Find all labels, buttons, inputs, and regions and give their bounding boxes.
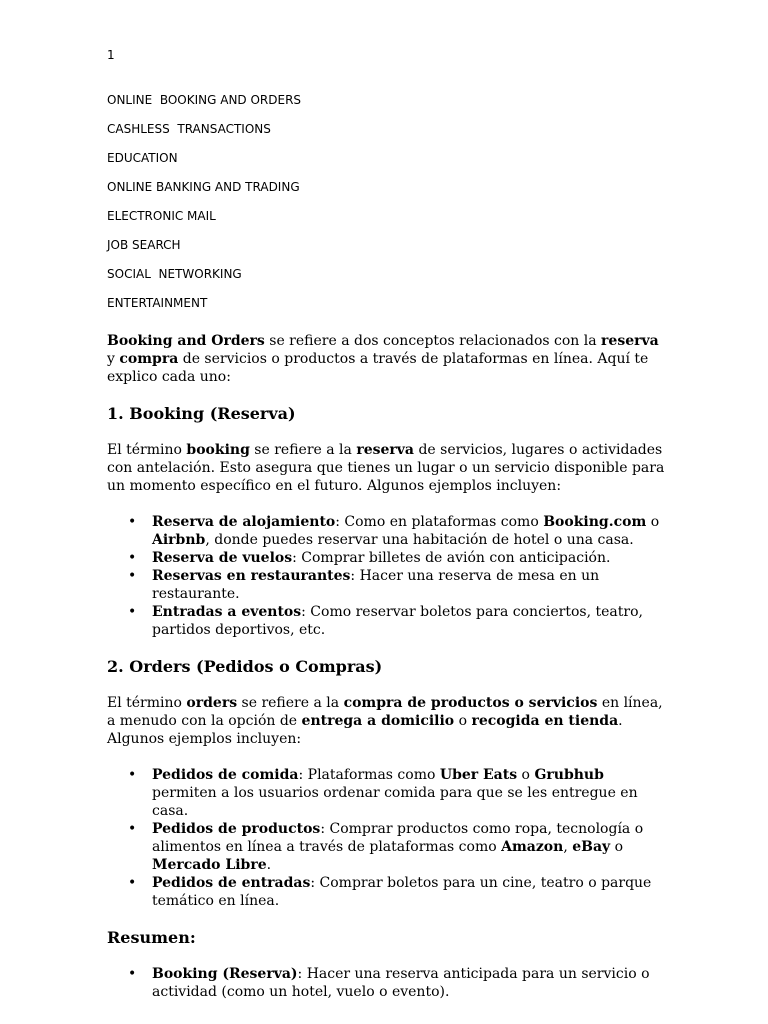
topics-list (107, 93, 301, 325)
orders-examples-list (107, 766, 667, 910)
page-number: 1 (107, 48, 115, 62)
list-item: • Pedidos de productos: Comprar productos como ropa, tecnología o alimentos en línea a través de plataformas como Amazon, eBay o Mercado Libre. (152, 820, 667, 874)
orders-paragraph: El término orders se refiere a la compra de productos o servicios en línea, a menudo con la opción de entrega a domicilio o recogida en tienda. Algunos ejemplos incluyen: (107, 695, 663, 747)
booking-paragraph: El término booking se refiere a la reserva de servicios, lugares o actividades con antelación. Esto asegura que tienes un lugar o un servicio disponible para un momento específico en el futuro. Algunos ejemplos incluyen: (107, 442, 665, 494)
topic-item: ONLINE BANKING AND TRADING (107, 180, 300, 194)
topic-item: ONLINE BOOKING AND ORDERS (107, 93, 302, 107)
list-item: • Entradas a eventos: Como reservar boletos para conciertos, teatro, partidos deportivos, etc. (152, 603, 667, 639)
topic-item: CASHLESS TRANSACTIONS (107, 122, 271, 136)
booking-heading: 1. Booking (Reserva) (107, 404, 296, 423)
list-item: • Booking (Reserva): Hacer una reserva anticipada para un servicio o actividad (como un hotel, vuelo o evento). (152, 965, 667, 1001)
orders-heading: 2. Orders (Pedidos o Compras) (107, 657, 383, 676)
list-item: • Pedidos de entradas: Comprar boletos para un cine, teatro o parque temático en línea. (152, 874, 667, 910)
booking-examples-list (107, 513, 667, 639)
topic-item: ENTERTAINMENT (107, 296, 208, 310)
list-item: • Reserva de alojamiento: Como en plataformas como Booking.com o Airbnb, donde puedes reservar una habitación de hotel o una casa. (152, 513, 667, 549)
topic-item: ELECTRONIC MAIL (107, 209, 216, 223)
topic-item: SOCIAL NETWORKING (107, 267, 242, 281)
topic-item: JOB SEARCH (107, 238, 181, 252)
list-item: • Pedidos de comida: Plataformas como Uber Eats o Grubhub permiten a los usuarios ordenar comida para que se les entregue en casa. (152, 766, 667, 820)
summary-list (107, 965, 667, 1001)
intro-paragraph: Booking and Orders se refiere a dos conceptos relacionados con la reserva y compra de servicios o productos a través de plataformas en línea. Aquí te explico cada uno: (107, 333, 659, 385)
document-body (107, 332, 667, 1019)
list-item: • Reserva de vuelos: Comprar billetes de avión con anticipación. (152, 549, 667, 567)
topic-item: EDUCATION (107, 151, 178, 165)
summary-heading: Resumen: (107, 928, 196, 947)
list-item: • Reservas en restaurantes: Hacer una reserva de mesa en un restaurante. (152, 567, 667, 603)
